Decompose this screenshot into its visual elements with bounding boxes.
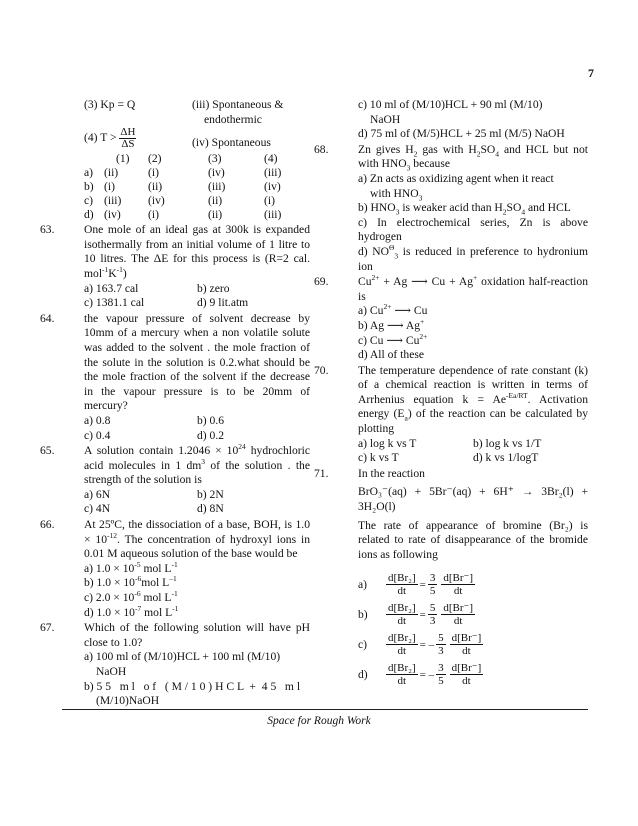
option-a[interactable]: a) $\frac{\text{d[Br₂]}}{dt}$ = $\frac{3}{5}$ d[Br⁻] dt (358, 572, 474, 598)
option-a[interactable]: a) 163.7 cal (84, 281, 139, 295)
footer-note: Space for Rough Work (267, 715, 371, 727)
option-c[interactable]: c) In electrochemical series, Zn is above hydrogen (358, 215, 588, 244)
question-text: At 25ºC, the dissociation of a base, BOH, is $1.0 \times 10^{-12}$. The concentration of hydroxyl ions in 0.01 M aqueous solution of the base would be (84, 518, 311, 561)
question-number: 64. (40, 311, 55, 325)
question-text: The temperature dependence of rate constant (k) of a chemical reaction is written in terms of Arrhenius equation $k = Ae^{-Ea/RT}$. Activation energy $(E_a)$ of the reaction can be calculated by plotting (358, 363, 588, 436)
option-a[interactable]: a) log k vs T (358, 436, 417, 450)
match-item-4: (4) T > $\frac{\Delta H}{\Delta S}$ (84, 126, 136, 151)
option-c[interactable]: c) $\frac{\text{d[Br₂]}}{dt}$ = – 5 3 d[Br⁻] dt (358, 632, 482, 658)
left-column (40, 98, 311, 710)
match-option-iii-cont: endothermic (204, 112, 262, 126)
delta-h-over-delta-s: $\frac{\Delta H}{\Delta S}$ (120, 126, 136, 151)
question-text: The rate of appearance of bromine (Br₂) is related to rate of disappearance of the bromide ions as following (358, 518, 588, 561)
question-number: 67. (40, 621, 55, 635)
question-text: A solution contain $1.2046 \times 10^{24}$ hydrochloric acid molecules in 1 $dm^3$ of the solution . the strength of the solution is (84, 442, 310, 487)
option-b[interactable]: b) log k vs 1/T (473, 436, 542, 450)
option-a[interactable]: a) 0.8 (84, 413, 111, 427)
option-c[interactable]: c) 1381.1 cal (84, 296, 145, 310)
match-list (84, 98, 310, 150)
question-number: 70. (314, 363, 329, 377)
question-64 (40, 312, 310, 443)
question-number: 66. (40, 518, 55, 532)
answer-table-row[interactable]: c) (iii) (iv) (ii) (i) (84, 194, 275, 208)
question-68 (314, 143, 588, 274)
answer-table-header: (1) (2) (3) (4) (116, 152, 278, 166)
option-d[interactable]: d) 75 ml of (M/5)HCL + 25 ml (M/5) NaOH (358, 127, 565, 141)
option-b[interactable]: b) Ag ⟶ Ag+ (358, 317, 425, 332)
question-intro: In the reaction (358, 466, 425, 480)
question-number: 65. (40, 444, 55, 458)
page-number: 7 (588, 66, 594, 80)
option-b[interactable]: b) 2N (197, 487, 224, 501)
match-option-iii: (iii) Spontaneous & (192, 98, 284, 111)
question-number: 63. (40, 223, 55, 237)
question-number: 69. (314, 275, 329, 289)
question-63 (40, 223, 310, 311)
option-c[interactable]: c) 0.4 (84, 428, 111, 442)
option-b[interactable]: b) 5 5 m l o f ( M / 1 0 ) H C L + 4 5 m l (M/10)NaOH (84, 679, 301, 708)
match-item-3: (3) Kp = Q (84, 98, 136, 111)
match-option-iv: (iv) Spontaneous (192, 135, 271, 149)
question-69 (314, 275, 588, 363)
option-b[interactable]: b) $1.0 \times 10^{-6}mol$ $L^{-1}$ (84, 574, 177, 590)
question-66 (40, 518, 310, 620)
option-c[interactable]: c) 10 ml of (M/10)HCL + 90 ml (M/10) NaOH (358, 98, 543, 126)
question-67 (40, 621, 310, 709)
option-b[interactable]: b) $HNO_3$ is weaker acid than $H_2SO_4$ and HCL (358, 201, 571, 217)
question-number: 68. (314, 142, 329, 156)
option-d[interactable]: d) 0.2 (197, 428, 225, 442)
option-c[interactable]: c) k vs T (358, 451, 399, 465)
option-b[interactable]: b) 0.6 (197, 413, 225, 427)
option-a[interactable]: a) $Cu^{2+}$ ⟶ Cu (358, 302, 428, 318)
reaction-equation: BrO₃⁻(aq) + 5Br⁻(aq) + 6H⁺ → 3Br₂(l) + 3H₂O(l) (358, 485, 588, 514)
question-70 (314, 364, 588, 466)
question-text: $Cu^{2+} + Ag$ ⟶ Cu + Ag+ oxidation half-reaction is (358, 273, 588, 303)
question-text: One mole of an ideal gas at 300k is expanded isothermally from an initial volume of 1 litre to 10 litres. The ΔE for this process is (R=2 cal. $mol^{-1}K^{-1}$) (84, 223, 310, 280)
question-text: Which of the following solution will have pH close to 1.0? (84, 621, 310, 649)
question-62-tail (62, 98, 310, 222)
option-c[interactable]: c) $2.0 \times 10^{-6}$ mol $L^{-1}$ (84, 589, 178, 605)
option-d[interactable]: d) $\frac{\text{d[Br₂]}}{dt}$ = – 3 5 d[Br⁻] dt (358, 662, 482, 688)
answer-table-row[interactable]: d) (iv) (i) (ii) (iii) (84, 208, 282, 222)
option-b[interactable]: b) $\frac{\text{d[Br₂]}}{dt}$ = $\frac{5}{3}$ d[Br⁻] dt (358, 602, 474, 628)
option-d[interactable]: d) 8N (197, 502, 224, 516)
option-c[interactable]: c) 4N (84, 502, 111, 516)
option-d[interactable]: d) k vs 1/logT (473, 451, 539, 465)
right-column (314, 98, 588, 692)
question-65 (40, 444, 310, 517)
answer-table-row[interactable]: a) (ii) (i) (iv) (iii) (84, 166, 282, 180)
question-67-cont (336, 98, 588, 142)
option-a[interactable]: a) 6N (84, 487, 111, 501)
question-text: the vapour pressure of solvent decrease by 10mm of a mercury when a non volatile solute was added to the solvent . the mole fraction of the solute in the solution is 0.2.what should be the mole fraction of the solvent if the decrease in the vapour pressure is to be 20mm of mercury? (84, 311, 310, 413)
option-d[interactable]: d) $NO^\Theta_3$ is reduced in preference to hydronium ion (358, 243, 588, 273)
option-d[interactable]: d) 9 lit.atm (197, 296, 249, 310)
footer-divider (62, 709, 588, 710)
option-b[interactable]: b) zero (197, 281, 230, 295)
question-text: Zn gives $H_2$ gas with $H_2SO_4$ and HCL but not with $HNO_3$ because (358, 142, 588, 173)
option-c[interactable]: c) Cu ⟶ $Cu^{2+}$ (358, 331, 428, 347)
option-a[interactable]: a) $1.0 \times 10^{-5}$ mol $L^{-1}$ (84, 559, 178, 575)
option-d[interactable]: d) All of these (358, 348, 425, 362)
question-71 (314, 467, 588, 688)
answer-table-row[interactable]: b) (i) (ii) (iii) (iv) (84, 180, 281, 194)
option-a[interactable]: a) 100 ml of (M/10)HCL + 100 ml (M/10) NaOH (84, 650, 281, 678)
option-a[interactable]: a) Zn acts as oxidizing agent when it react with $HNO_3$ (358, 171, 554, 202)
option-d[interactable]: d) $1.0 \times 10^{-7}$ mol $L^{-1}$ (84, 603, 179, 619)
question-number: 71. (314, 466, 329, 480)
